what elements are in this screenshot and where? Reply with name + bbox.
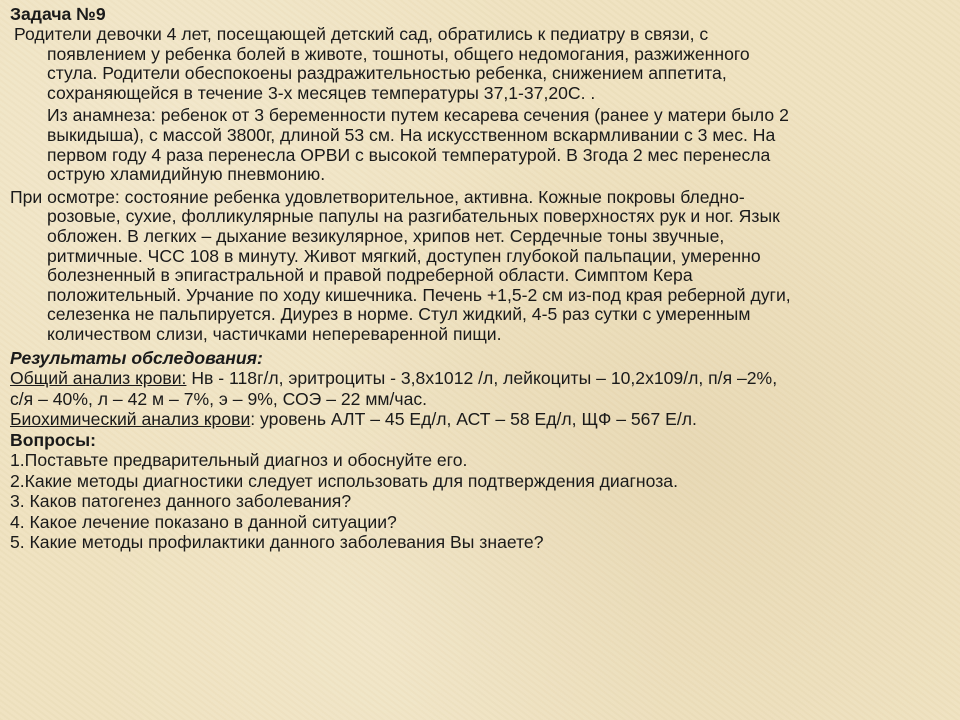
blood-bio-label: Биохимический анализ крови bbox=[10, 409, 251, 429]
exam-line: При осмотре: состояние ребенка удовлетворительное, активна. Кожные покровы бледно- bbox=[10, 186, 745, 207]
intro-line: стула. Родители обеспокоены раздражительностью ребенка, снижением аппетита, bbox=[47, 63, 727, 84]
intro-paragraph bbox=[10, 25, 955, 103]
question-item: 4. Какое лечение показано в данной ситуации? bbox=[10, 511, 397, 532]
anamnesis-line: выкидыша), с массой 3800г, длиной 53 см. На искусственном вскармливании с 3 мес. На bbox=[47, 124, 776, 145]
exam-line: обложен. В легких – дыхание везикулярное, хрипов нет. Сердечные тоны звучные, bbox=[47, 225, 725, 246]
question-item: 3. Каков патогенез данного заболевания? bbox=[10, 491, 352, 511]
exam-line: розовые, сухие, фолликулярные папулы на разгибательных поверхностях рук и ног. Язык bbox=[47, 206, 780, 227]
intro-line: сохраняющейся в течение 3-х месяцев температуры 37,1-37,20С. . bbox=[47, 82, 596, 103]
exam-line: количеством слизи, частичками непереваренной пищи. bbox=[47, 323, 502, 344]
blood-general-label: Общий анализ крови: bbox=[10, 368, 187, 388]
results-heading: Результаты обследования: bbox=[10, 347, 263, 368]
anamnesis-paragraph bbox=[10, 106, 955, 184]
anamnesis-line: острую хламидийную пневмонию. bbox=[47, 164, 326, 185]
anamnesis-line: Из анамнеза: ребенок от 3 беременности путем кесарева сечения (ранее у матери было 2 bbox=[47, 105, 789, 126]
blood-general-line-1 bbox=[10, 368, 955, 389]
task-title: Задача №9 bbox=[10, 4, 106, 24]
intro-line: Родители девочки 4 лет, посещающей детский сад, обратились к педиатру в связи, с bbox=[14, 24, 709, 44]
questions-heading: Вопросы: bbox=[10, 429, 97, 450]
question-item: 5. Какие методы профилактики данного заболевания Вы знаете? bbox=[10, 532, 544, 552]
exam-line: селезенка не пальпируется. Диурез в норме. Стул жидкий, 4-5 раз сутки с умеренным bbox=[47, 304, 751, 325]
blood-bio-values: : уровень АЛТ – 45 Ед/л, АСТ – 58 Ед/л, ЩФ – 567 Е/л. bbox=[250, 409, 697, 429]
blood-general-values: Нв - 118г/л, эритроциты - 3,8х1012 /л, лейкоциты – 10,2х109/л, п/я –2%, bbox=[186, 368, 778, 388]
exam-paragraph bbox=[10, 188, 955, 345]
question-item: 1.Поставьте предварительный диагноз и обоснуйте его. bbox=[10, 450, 468, 470]
blood-general-line-2: с/я – 40%, л – 42 м – 7%, э – 9%, СОЭ – 22 мм/час. bbox=[10, 388, 428, 409]
exam-line: болезненный в эпигастральной и правой подреберной области. Симптом Кера bbox=[47, 265, 693, 286]
exam-line: ритмичные. ЧСС 108 в минуту. Живот мягкий, доступен глубокой пальпации, умеренно bbox=[47, 245, 761, 266]
anamnesis-line: первом году 4 раза перенесла ОРВИ с высокой температурой. В 3года 2 мес перенесла bbox=[47, 144, 771, 165]
question-item: 2.Какие методы диагностики следует использовать для подтверждения диагноза. bbox=[10, 470, 678, 491]
task-content bbox=[10, 4, 955, 553]
questions-list bbox=[10, 450, 955, 553]
intro-line: появлением у ребенка болей в животе, тошноты, общего недомогания, разжиженного bbox=[47, 43, 750, 64]
exam-line: положительный. Урчание по ходу кишечника. Печень +1,5-2 см из-под края реберной дуги, bbox=[47, 284, 791, 305]
blood-bio-line bbox=[10, 409, 955, 430]
